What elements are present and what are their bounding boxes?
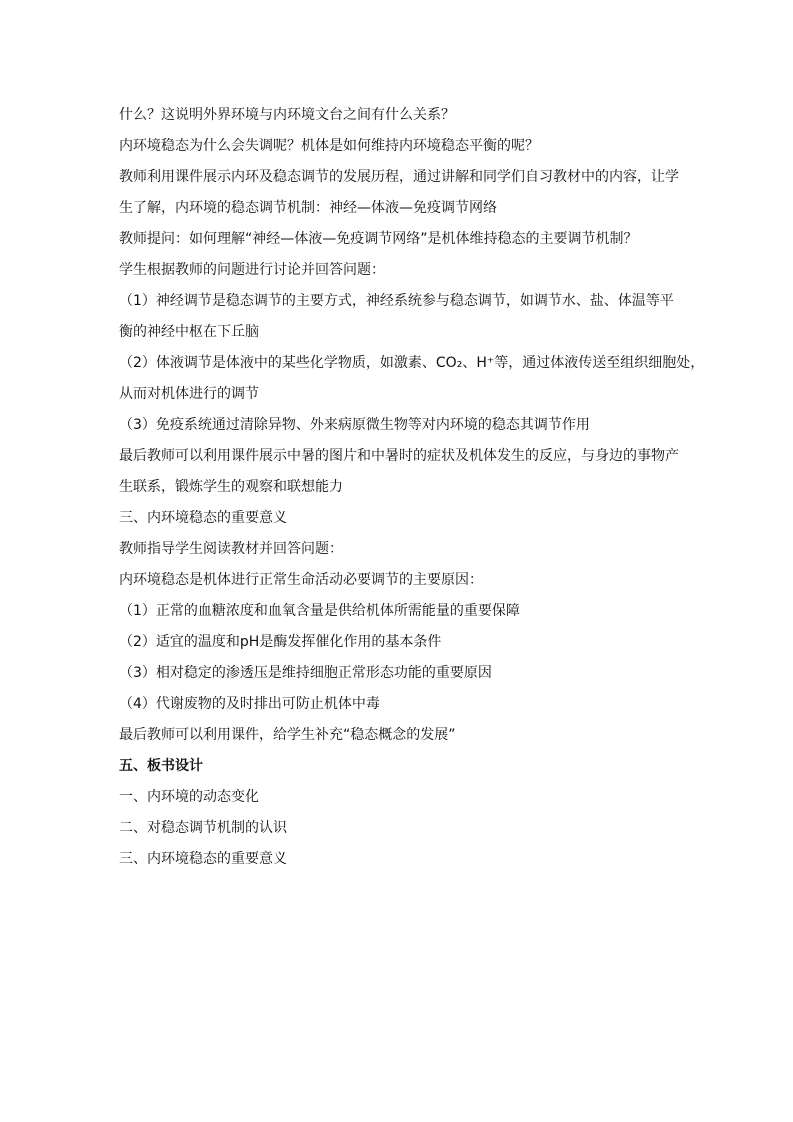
list-item-line: （1）神经调节是稳态调节的主要方式，神经系统参与稳态调节，如调节水、盐、体温等平 xyxy=(119,293,674,309)
paragraph-line: 教师提问：如何理解“神经—体液—免疫调节网络”是机体维持稳态的主要调节机制？ xyxy=(119,231,638,247)
document-page xyxy=(119,100,705,875)
list-item-line: （2）适宜的温度和pH是酶发挥催化作用的基本条件 xyxy=(119,634,442,650)
main-section-heading: 五、板书设计 xyxy=(119,758,203,774)
section-heading: 三、内环境稳态的重要意义 xyxy=(119,510,287,526)
paragraph-line: 教师利用课件展示内环及稳态调节的发展历程，通过讲解和同学们自习教材中的内容，让学 xyxy=(119,169,679,185)
paragraph-line: 什么？这说明外界环境与内环境文台之间有什么关系？ xyxy=(119,107,455,123)
list-item-line: （1）正常的血糖浓度和血氧含量是供给机体所需能量的重要保障 xyxy=(119,603,520,619)
board-outline-item: 一、内环境的动态变化 xyxy=(119,789,259,805)
paragraph-line: 生了解，内环境的稳态调节机制：神经—体液—免疫调节网络 xyxy=(119,200,497,216)
list-item-line: 从而对机体进行的调节 xyxy=(119,386,259,402)
list-item-line: （3）相对稳定的渗透压是维持细胞正常形态功能的重要原因 xyxy=(119,665,492,681)
paragraph-line: 内环境稳态是机体进行正常生命活动必要调节的主要原因： xyxy=(119,572,483,588)
list-item-line: （2）体液调节是体液中的某些化学物质，如激素、CO₂、H⁺等，通过体液传送至组织细胞处， xyxy=(119,355,705,371)
list-item-line: 衡的神经中枢在下丘脑 xyxy=(119,324,259,340)
paragraph-line: 内环境稳态为什么会失调呢？机体是如何维持内环境稳态平衡的呢？ xyxy=(119,138,539,154)
list-item-line: （4）代谢废物的及时排出可防止机体中毒 xyxy=(119,696,380,712)
list-item-line: （3）免疫系统通过清除异物、外来病原微生物等对内环境的稳态其调节作用 xyxy=(119,417,590,433)
board-outline-item: 二、对稳态调节机制的认识 xyxy=(119,820,287,836)
paragraph-line: 教师指导学生阅读教材并回答问题： xyxy=(119,541,343,557)
board-outline-item: 三、内环境稳态的重要意义 xyxy=(119,851,287,867)
paragraph-line: 学生根据教师的问题进行讨论并回答问题： xyxy=(119,262,385,278)
paragraph-line: 生联系，锻炼学生的观察和联想能力 xyxy=(119,479,343,495)
paragraph-line: 最后教师可以利用课件展示中暑的图片和中暑时的症状及机体发生的反应，与身边的事物产 xyxy=(119,448,679,464)
paragraph-line: 最后教师可以利用课件，给学生补充“稳态概念的发展” xyxy=(119,727,456,743)
